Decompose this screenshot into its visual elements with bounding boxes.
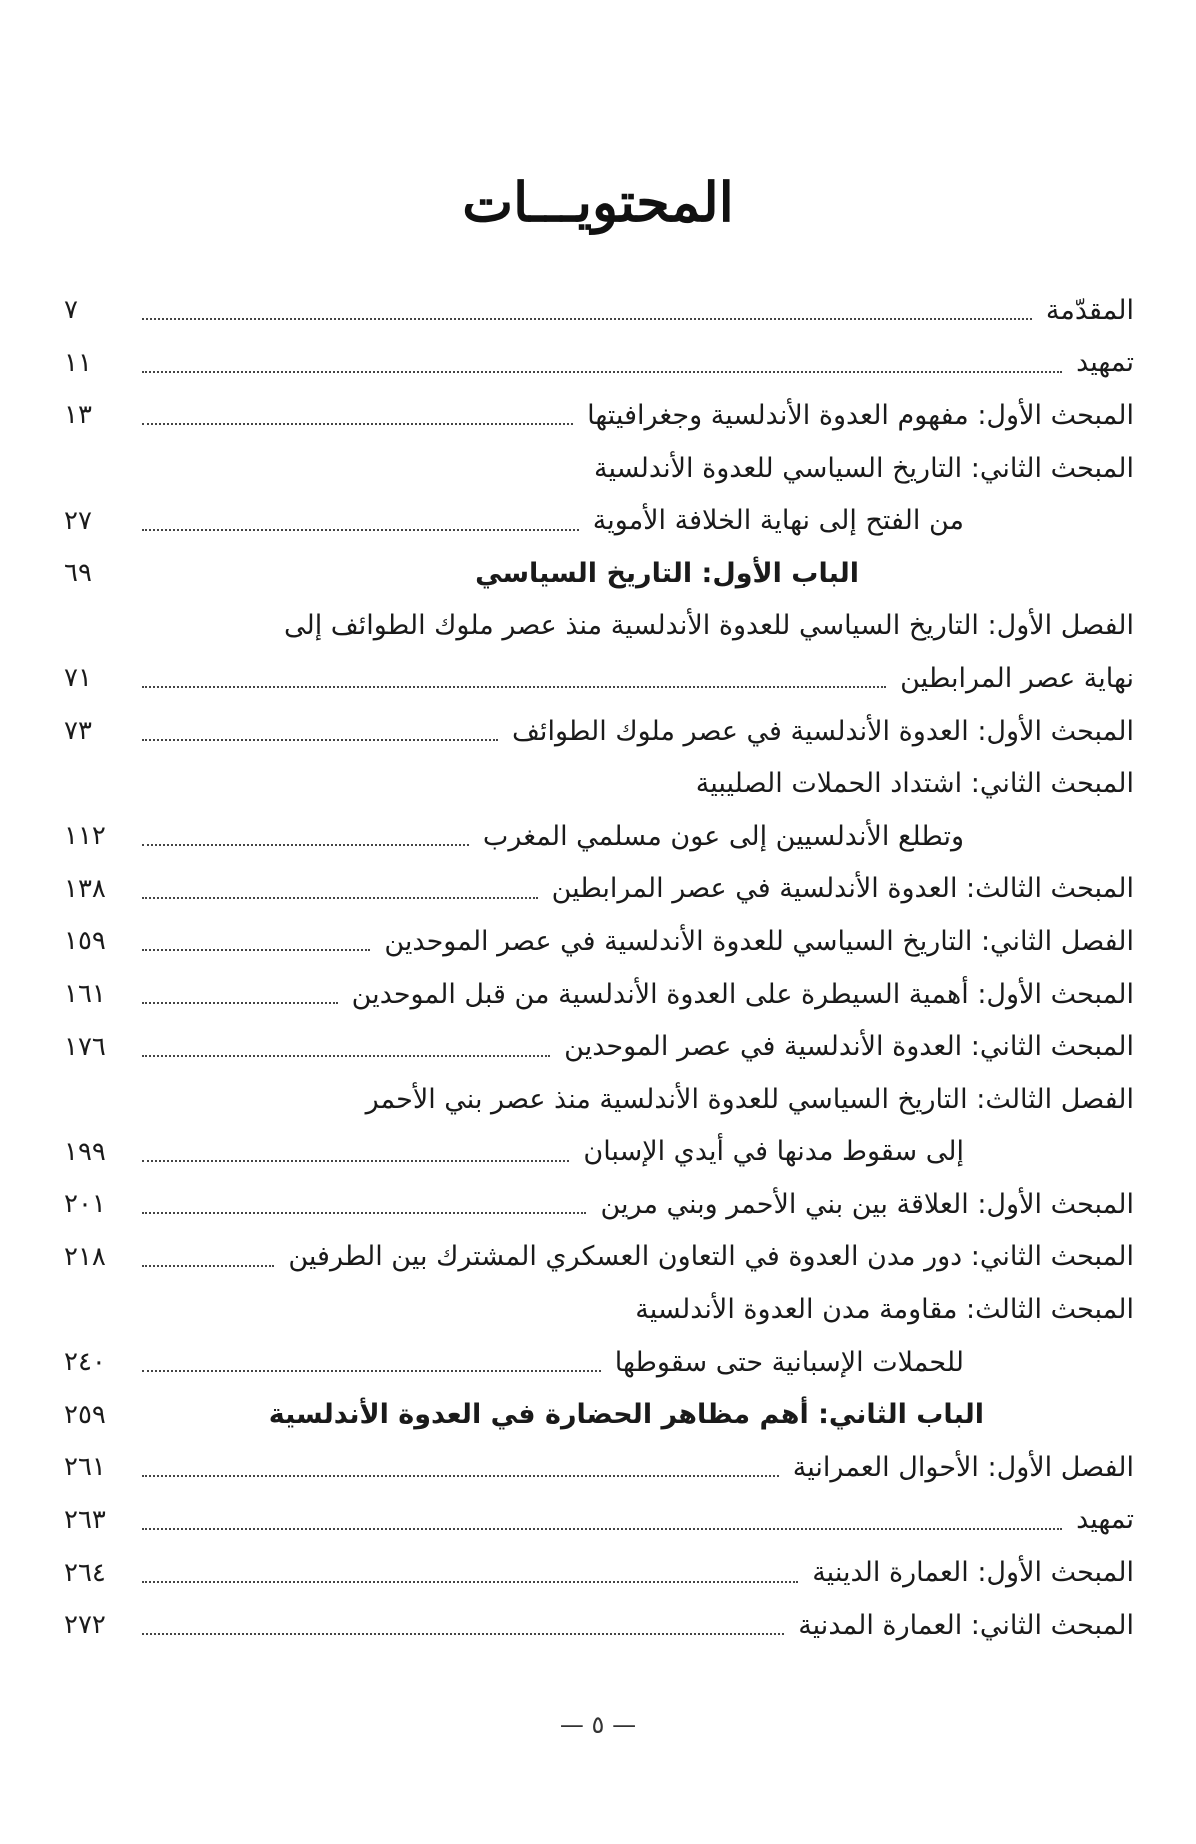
toc-entry — [64, 1283, 1134, 1336]
toc-entry-text: وتطلع الأندلسيين إلى عون مسلمي المغرب — [482, 820, 964, 852]
toc-page-number: ٢٦١ — [64, 1452, 106, 1483]
toc-entry-text: المبحث الأول: أهمية السيطرة على العدوة الأندلسية من قبل الموحدين — [351, 978, 1134, 1010]
toc-entry-text: المبحث الثاني: اشتداد الحملات الصليبية — [695, 768, 1134, 800]
toc-entry-text: المبحث الثالث: مقاومة مدن العدوة الأندلسية — [635, 1294, 1134, 1326]
toc-page-number: ٧٣ — [64, 716, 92, 747]
toc-entry — [64, 1494, 1134, 1547]
toc-entry — [64, 1126, 1134, 1179]
toc-entry-text: الفصل الأول: الأحوال العمرانية — [792, 1451, 1134, 1483]
toc-entry — [64, 1073, 1134, 1126]
toc-page-number: ١٧٦ — [64, 1031, 106, 1062]
toc-entry-text: تمهيد — [1076, 1504, 1134, 1536]
toc-entry — [64, 863, 1134, 916]
page-title: المحتويـــات — [462, 170, 734, 234]
toc-entry-text: المقدّمة — [1045, 294, 1134, 326]
dot-leader — [142, 1475, 779, 1477]
toc-entry — [64, 1336, 1134, 1389]
toc-entry — [64, 757, 1134, 810]
toc-entry-text: المبحث الثاني: العمارة المدنية — [798, 1609, 1134, 1641]
toc-part-heading: الباب الثاني: أهم مظاهر الحضارة في العدوة الأندلسية — [268, 1399, 984, 1431]
toc-entry — [64, 1020, 1134, 1073]
toc-page-number: ٢٥٩ — [64, 1399, 106, 1430]
toc-entry-text: المبحث الأول: العدوة الأندلسية في عصر ملوك الطوائف — [511, 715, 1134, 747]
toc-part-heading: الباب الأول: التاريخ السياسي — [475, 557, 859, 589]
toc-page-number: ٢٧٢ — [64, 1610, 106, 1641]
toc-entry — [64, 1178, 1134, 1231]
toc-page-number: ٦٩ — [64, 558, 92, 589]
dot-leader — [142, 1212, 586, 1214]
toc-entry — [64, 652, 1134, 705]
toc-entry-text: الفصل الأول: التاريخ السياسي للعدوة الأندلسية منذ عصر ملوك الطوائف إلى — [283, 610, 1134, 642]
toc-entry — [64, 600, 1134, 653]
dot-leader — [142, 1370, 601, 1372]
toc-entry-text: نهاية عصر المرابطين — [900, 662, 1134, 694]
spacer — [142, 581, 461, 583]
toc-page-number: ٢٠١ — [64, 1189, 106, 1220]
toc-entry — [64, 1546, 1134, 1599]
toc-page-number: ٢٤٠ — [64, 1347, 106, 1378]
dot-leader — [142, 1160, 569, 1162]
page-number-footer: — ٥ — — [559, 1711, 637, 1739]
toc-page-number: ١٦١ — [64, 979, 106, 1010]
dot-leader — [142, 949, 370, 951]
toc-page-number: ١١ — [64, 347, 92, 378]
toc-entry-text: المبحث الأول: مفهوم العدوة الأندلسية وجغرافيتها — [587, 399, 1134, 431]
table-of-contents — [64, 284, 1134, 1651]
spacer — [142, 1423, 255, 1425]
dot-leader — [142, 371, 1062, 373]
toc-page-number: ١٣٨ — [64, 873, 106, 904]
dot-leader — [142, 686, 886, 688]
toc-page-number: ٢١٨ — [64, 1241, 106, 1272]
toc-entry-text: الفصل الثالث: التاريخ السياسي للعدوة الأندلسية منذ عصر بني الأحمر — [365, 1083, 1134, 1115]
toc-page-number: ٧١ — [64, 663, 92, 694]
dot-leader — [142, 423, 573, 425]
toc-entry — [64, 389, 1134, 442]
toc-entry — [64, 442, 1134, 495]
toc-entry — [64, 915, 1134, 968]
toc-entry — [64, 810, 1134, 863]
dot-leader — [142, 1528, 1062, 1530]
toc-entry-text: من الفتح إلى نهاية الخلافة الأموية — [592, 505, 964, 537]
toc-page-number: ٢٦٣ — [64, 1504, 106, 1535]
toc-entry — [64, 337, 1134, 390]
toc-page-number: ٧ — [64, 295, 78, 326]
toc-entry — [64, 1388, 1134, 1441]
toc-entry-text: المبحث الثاني: العدوة الأندلسية في عصر الموحدين — [564, 1031, 1134, 1063]
toc-page-number: ١٩٩ — [64, 1136, 106, 1167]
toc-entry-text: إلى سقوط مدنها في أيدي الإسبان — [583, 1136, 964, 1168]
toc-entry-text: الفصل الثاني: التاريخ السياسي للعدوة الأندلسية في عصر الموحدين — [384, 925, 1134, 957]
toc-entry-text: تمهيد — [1076, 347, 1134, 379]
toc-entry-text: المبحث الثاني: دور مدن العدوة في التعاون العسكري المشترك بين الطرفين — [288, 1241, 1134, 1273]
dot-leader — [142, 897, 538, 899]
toc-entry — [64, 705, 1134, 758]
toc-page-number: ١٥٩ — [64, 926, 106, 957]
toc-entry — [64, 1599, 1134, 1652]
toc-entry — [64, 1441, 1134, 1494]
toc-page-number: ٢٧ — [64, 505, 92, 536]
dot-leader — [142, 1633, 784, 1635]
dot-leader — [142, 1265, 274, 1267]
dot-leader — [142, 739, 498, 741]
toc-entry — [64, 1231, 1134, 1284]
toc-entry — [64, 494, 1134, 547]
dot-leader — [142, 1002, 338, 1004]
toc-page-number: ٢٦٤ — [64, 1557, 106, 1588]
dot-leader — [142, 1581, 798, 1583]
dot-leader — [142, 844, 469, 846]
toc-entry — [64, 547, 1134, 600]
toc-page-number: ١١٢ — [64, 821, 106, 852]
toc-entry-text: المبحث الأول: العمارة الدينية — [812, 1557, 1134, 1589]
toc-page-number: ١٣ — [64, 400, 92, 431]
toc-entry — [64, 968, 1134, 1021]
toc-entry-text: للحملات الإسبانية حتى سقوطها — [614, 1346, 964, 1378]
dot-leader — [142, 1055, 550, 1057]
toc-entry-text: المبحث الثالث: العدوة الأندلسية في عصر المرابطين — [551, 873, 1134, 905]
dot-leader — [142, 318, 1032, 320]
dot-leader — [142, 529, 579, 531]
toc-entry — [64, 284, 1134, 337]
toc-entry-text: المبحث الثاني: التاريخ السياسي للعدوة الأندلسية — [593, 452, 1134, 484]
toc-entry-text: المبحث الأول: العلاقة بين بني الأحمر وبني مرين — [600, 1188, 1134, 1220]
